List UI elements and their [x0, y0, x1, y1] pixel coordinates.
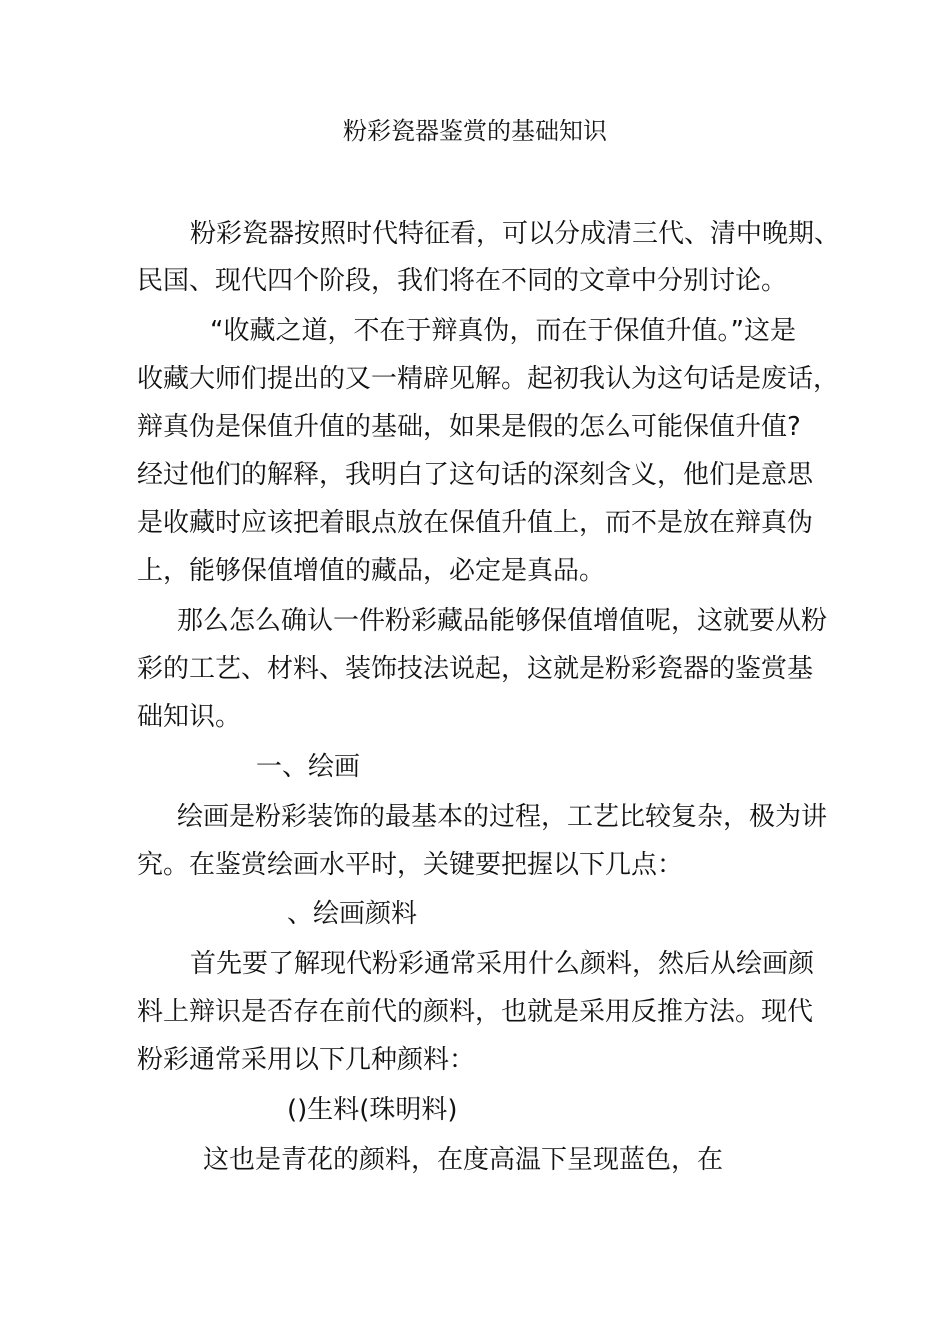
paragraph-line: 上，能够保值增值的藏品，必定是真品。 [137, 556, 606, 586]
paragraph-line: 础知识。 [137, 702, 242, 732]
paragraph-line: 民国、现代四个阶段，我们将在不同的文章中分别讨论。 [137, 266, 788, 296]
paragraph-line: 料上辩识是否存在前代的颜料，也就是采用反推方法。现代 [137, 997, 814, 1027]
paragraph-line: 彩的工艺、材料、装饰技法说起，这就是粉彩瓷器的鉴赏基 [137, 654, 814, 684]
paragraph-line: 是收藏时应该把着眼点放在保值升值上，而不是放在辩真伪 [137, 508, 814, 538]
paragraph-line: 粉彩瓷器按照时代特征看，可以分成清三代、清中晚期、 [190, 219, 841, 249]
paragraph-line: 那么怎么确认一件粉彩藏品能够保值增值呢，这就要从粉 [177, 606, 828, 636]
subheading-raw-material: ()生料(珠明料) [287, 1095, 458, 1125]
paragraph-line: 首先要了解现代粉彩通常采用什么颜料，然后从绘画颜 [190, 949, 815, 979]
paragraph-line: 辩真伪是保值升值的基础，如果是假的怎么可能保值升值? [137, 412, 801, 442]
document-title: 粉彩瓷器鉴赏的基础知识 [343, 117, 607, 145]
paragraph-line: 绘画是粉彩装饰的最基本的过程，工艺比较复杂，极为讲 [177, 802, 828, 832]
section-heading-painting: 一、绘画 [256, 752, 361, 782]
paragraph-line: 究。在鉴赏绘画水平时，关键要把握以下几点： [137, 850, 684, 880]
paragraph-line: 这也是青花的颜料，在度高温下呈现蓝色，在 [203, 1145, 724, 1175]
paragraph-line: 粉彩通常采用以下几种颜料： [137, 1045, 476, 1075]
paragraph-line: 收藏大师们提出的又一精辟见解。起初我认为这句话是废话， [137, 364, 840, 394]
paragraph-line: 经过他们的解释，我明白了这句话的深刻含义，他们是意思 [137, 460, 814, 490]
subheading-pigments: 、绘画颜料 [287, 899, 418, 929]
paragraph-line: “收藏之道，不在于辩真伪，而在于保值升值。”这是 [210, 316, 796, 346]
